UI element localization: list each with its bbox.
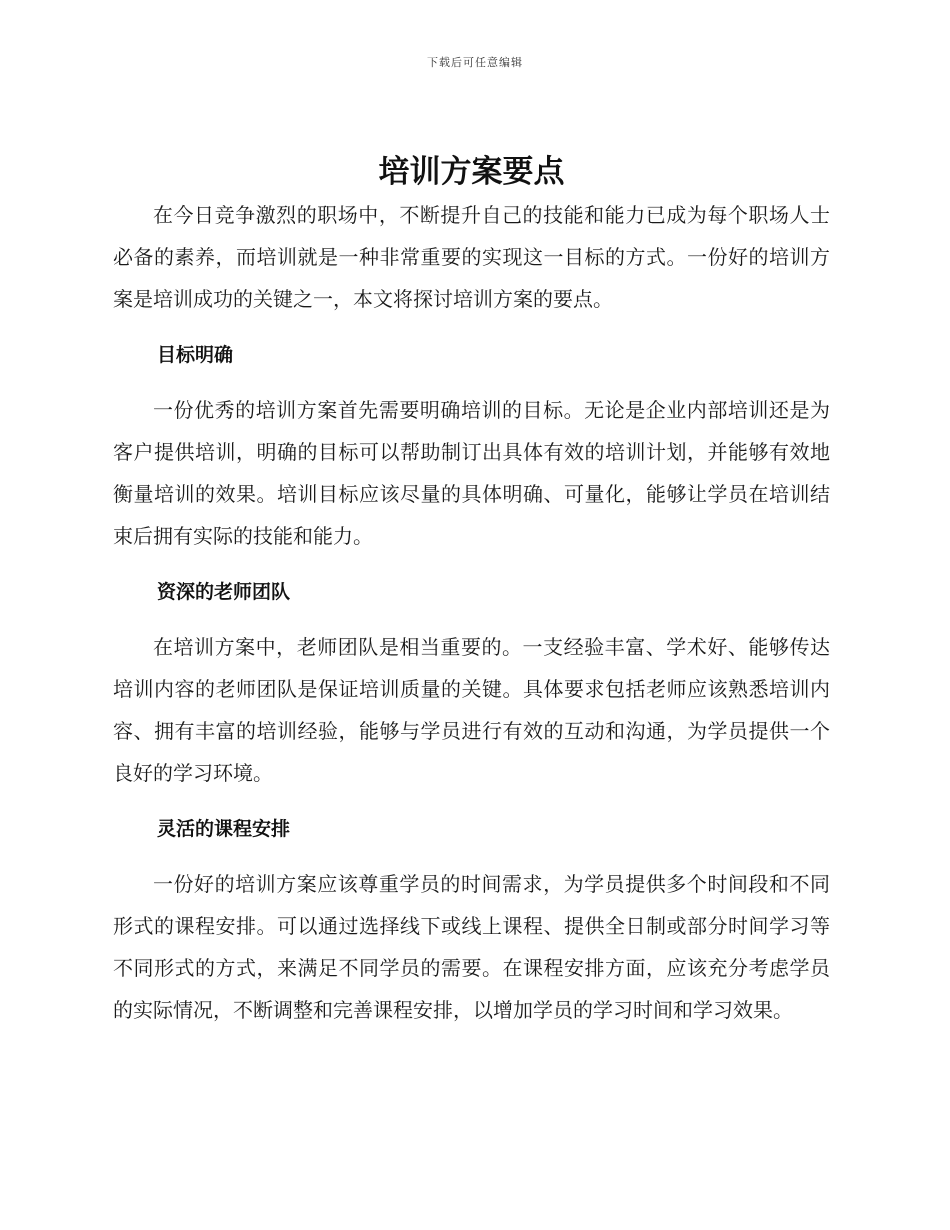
section-body-teachers: 在培训方案中，老师团队是相当重要的。一支经验丰富、学术好、能够传达培训内容的老师团队是保证培训质量的关键。具体要求包括老师应该熟悉培训内容、拥有丰富的培训经验，能够与学员进行有效的互动和沟通，为学员提供一个良好的学习环境。 xyxy=(113,635,830,785)
section-body-goals: 一份优秀的培训方案首先需要明确培训的目标。无论是企业内部培训还是为客户提供培训，明确的目标可以帮助制订出具体有效的培训计划，并能够有效地衡量培训的效果。培训目标应该尽量的具体明确、可量化，能够让学员在培训结束后拥有实际的技能和能力。 xyxy=(113,398,830,548)
section-body-schedule: 一份好的培训方案应该尊重学员的时间需求，为学员提供多个时间段和不同形式的课程安排。可以通过选择线下或线上课程、提供全日制或部分时间学习等不同形式的方式，来满足不同学员的需要。在课程安排方面，应该充分考虑学员的实际情况，不断调整和完善课程安排，以增加学员的学习时间和学习效果。 xyxy=(113,872,830,1022)
page-header-note: 下载后可任意编辑 xyxy=(427,56,523,69)
section-heading-goals: 目标明确 xyxy=(157,344,234,366)
document-title: 培训方案要点 xyxy=(378,154,565,190)
section-heading-schedule: 灵活的课程安排 xyxy=(157,818,291,840)
section-heading-teachers: 资深的老师团队 xyxy=(157,581,291,603)
intro-paragraph: 在今日竞争激烈的职场中，不断提升自己的技能和能力已成为每个职场人士必备的素养，而培训就是一种非常重要的实现这一目标的方式。一份好的培训方案是培训成功的关键之一，本文将探讨培训方案的要点。 xyxy=(113,203,830,311)
document-body xyxy=(113,150,830,1031)
